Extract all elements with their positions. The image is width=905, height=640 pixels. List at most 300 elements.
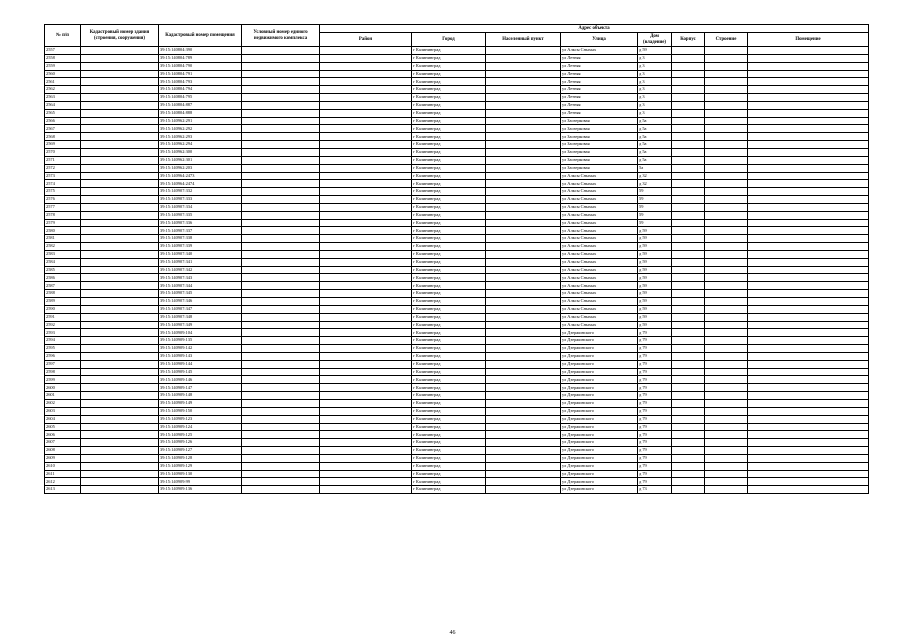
table-cell: г Калининград [412,431,486,439]
table-cell [320,94,412,102]
table-cell: ул Заозерковая [561,148,638,156]
table-cell [320,454,412,462]
table-cell [486,274,561,282]
table-cell: 39:15:140907:341 [159,258,242,266]
table-cell: ул Алксы Сныхых [561,203,638,211]
table-cell: ул Алксы Сныхых [561,305,638,313]
table-cell [486,470,561,478]
table-cell: 2558 [45,54,81,62]
table-cell [705,392,748,400]
table-cell [81,368,159,376]
table-row [45,258,869,266]
table-cell [81,117,159,125]
table-cell [672,250,705,258]
table-cell [672,70,705,78]
table-cell [242,447,320,455]
table-cell [242,368,320,376]
table-cell [748,62,869,70]
table-cell [242,250,320,258]
table-cell [672,62,705,70]
table-cell [748,431,869,439]
page-number: 46 [449,630,456,636]
table-cell [81,243,159,251]
table-cell [748,219,869,227]
table-cell [320,156,412,164]
table-cell [672,439,705,447]
table-cell: 2578 [45,211,81,219]
table-cell: ул Заозерковая [561,141,638,149]
table-cell [486,164,561,172]
table-cell [748,227,869,235]
table-cell [81,415,159,423]
table-cell [242,454,320,462]
table-cell [320,219,412,227]
table-cell [242,125,320,133]
table-cell: 39:15:140804:390 [159,47,242,55]
table-cell [320,392,412,400]
table-cell [705,219,748,227]
table-cell [320,376,412,384]
table-cell [672,164,705,172]
table-cell [242,266,320,274]
table-cell [81,282,159,290]
table-cell [81,109,159,117]
table-cell [486,54,561,62]
table-cell: ул Алксы Сныхых [561,211,638,219]
table-cell: 2557 [45,47,81,55]
table-cell [705,109,748,117]
table-cell [486,313,561,321]
table-cell: г Калининград [412,235,486,243]
table-cell: г Калининград [412,117,486,125]
table-cell [81,203,159,211]
table-row [45,211,869,219]
table-cell: 39:15:140909:129 [159,462,242,470]
table-cell [242,70,320,78]
table-cell [748,180,869,188]
table-cell: г Калининград [412,62,486,70]
table-cell: ул Дзержинского [561,376,638,384]
table-cell [486,266,561,274]
table-cell: 2601 [45,392,81,400]
table-cell [320,172,412,180]
table-cell [81,290,159,298]
table-cell [748,313,869,321]
table-cell: 39:15:140907:339 [159,243,242,251]
table-cell: 39:15:140907:342 [159,266,242,274]
table-cell [748,454,869,462]
table-cell [81,211,159,219]
table-row [45,219,869,227]
table-cell: д 59 [638,243,672,251]
table-cell: 39:15:140909:130 [159,470,242,478]
table-row [45,282,869,290]
table-cell [748,156,869,164]
table-cell [320,250,412,258]
table-cell [672,141,705,149]
table-cell: 2580 [45,227,81,235]
table-cell: 2570 [45,148,81,156]
table-cell [486,423,561,431]
table-cell [748,392,869,400]
table-row [45,172,869,180]
table-cell [81,62,159,70]
table-cell [486,117,561,125]
table-cell: г Калининград [412,352,486,360]
table-cell: 39:15:140909:146 [159,376,242,384]
table-cell: ул Дзержинского [561,431,638,439]
table-cell: 39:15:140804:790 [159,62,242,70]
table-cell: 2566 [45,117,81,125]
table-cell [748,203,869,211]
table-cell: 2603 [45,407,81,415]
table-cell [242,117,320,125]
table-cell: 2612 [45,478,81,486]
table-cell: д 59 [638,266,672,274]
table-cell [242,376,320,384]
table-cell [81,180,159,188]
table-cell [486,188,561,196]
table-cell: ул Дзержинского [561,399,638,407]
table-cell: д 3 [638,70,672,78]
table-cell [705,454,748,462]
table-cell: ул Дзержинского [561,392,638,400]
table-cell [242,345,320,353]
table-cell: 2572 [45,164,81,172]
table-cell [486,345,561,353]
table-cell [672,78,705,86]
table-row [45,227,869,235]
table-cell: г Калининград [412,70,486,78]
table-cell [705,188,748,196]
table-cell: г Калининград [412,486,486,494]
table-row [45,384,869,392]
table-cell [748,290,869,298]
table-cell [705,486,748,494]
table-cell: 2569 [45,141,81,149]
table-cell [242,352,320,360]
table-cell: 39:15:140907:347 [159,305,242,313]
table-cell: д 79 [638,368,672,376]
table-cell: 2596 [45,352,81,360]
table-cell: д 79 [638,454,672,462]
table-cell [705,148,748,156]
table-cell [705,117,748,125]
table-cell [242,94,320,102]
table-cell: 59 [638,211,672,219]
table-cell: г Калининград [412,439,486,447]
table-cell: г Калининград [412,47,486,55]
table-cell [705,431,748,439]
table-cell: г Калининград [412,109,486,117]
table-cell [320,313,412,321]
table-cell: ул Алксы Сныхых [561,290,638,298]
table-cell: 59 [638,219,672,227]
table-cell [672,243,705,251]
table-row [45,94,869,102]
table-cell [486,235,561,243]
table-cell: 2585 [45,266,81,274]
table-cell: 39:15:140909:123 [159,415,242,423]
table-cell [242,384,320,392]
table-cell [705,313,748,321]
table-cell [486,282,561,290]
table-cell: 39:15:140962:301 [159,156,242,164]
table-cell [242,203,320,211]
table-cell: д 3 [638,86,672,94]
table-cell: 39:15:140909:125 [159,431,242,439]
table-row [45,250,869,258]
header-complex-number: Условный номер единого недвижимого комплекса [242,25,320,47]
table-cell: 39:15:140962:293 [159,133,242,141]
table-cell: 2586 [45,274,81,282]
table-row [45,243,869,251]
table-cell [486,180,561,188]
table-cell [320,407,412,415]
table-cell [81,78,159,86]
table-cell [320,141,412,149]
table-cell [486,352,561,360]
table-cell: г Калининград [412,329,486,337]
table-cell: 39:15:140962:203 [159,164,242,172]
table-cell [748,243,869,251]
table-cell [705,266,748,274]
table-cell [486,86,561,94]
table-cell: ул Заозерковая [561,117,638,125]
header-settlement: Населенный пункт [486,33,561,47]
table-cell: ул Алксы Сныхых [561,282,638,290]
table-cell [320,266,412,274]
table-cell: ул Алксы Сныхых [561,258,638,266]
table-cell [320,109,412,117]
table-cell [486,62,561,70]
table-cell [320,47,412,55]
table-cell: г Калининград [412,148,486,156]
table-cell: г Калининград [412,164,486,172]
table-cell [748,368,869,376]
table-row [45,313,869,321]
table-cell [81,172,159,180]
table-cell [705,203,748,211]
table-cell [486,219,561,227]
table-cell: 39:15:140909:142 [159,345,242,353]
table-cell [486,462,561,470]
table-cell [320,305,412,313]
table-row [45,470,869,478]
table-cell: 2602 [45,399,81,407]
table-cell: д 79 [638,423,672,431]
table-cell [705,196,748,204]
table-cell [81,337,159,345]
table-cell [672,486,705,494]
table-cell [320,258,412,266]
table-cell [320,415,412,423]
table-cell [672,447,705,455]
table-cell [672,219,705,227]
table-row [45,203,869,211]
table-cell [748,266,869,274]
table-cell [320,439,412,447]
table-cell [672,352,705,360]
table-cell [320,478,412,486]
table-cell [705,156,748,164]
table-cell [672,384,705,392]
table-cell [672,298,705,306]
table-cell: ул Летняя [561,109,638,117]
table-cell: 39:15:140964:2474 [159,180,242,188]
table-row [45,117,869,125]
table-cell [672,101,705,109]
table-cell [486,203,561,211]
registry-table [44,24,869,494]
table-cell: г Калининград [412,86,486,94]
table-cell: г Калининград [412,337,486,345]
table-cell: д 5а [638,133,672,141]
table-row [45,423,869,431]
table-cell: 2597 [45,360,81,368]
table-cell [81,266,159,274]
table-cell: д 79 [638,399,672,407]
table-cell: д 79 [638,431,672,439]
table-cell [705,78,748,86]
table-cell: ул Летняя [561,54,638,62]
table-cell [81,227,159,235]
table-cell [672,454,705,462]
table-row [45,196,869,204]
table-cell [705,321,748,329]
table-cell: ул Летняя [561,86,638,94]
table-cell [486,368,561,376]
table-cell: ул Дзержинского [561,486,638,494]
table-cell [320,290,412,298]
table-cell: г Калининград [412,298,486,306]
table-cell [320,203,412,211]
table-cell: д 59 [638,274,672,282]
table-cell [705,274,748,282]
table-cell: г Калининград [412,101,486,109]
table-cell [705,447,748,455]
table-cell: 2604 [45,415,81,423]
table-cell: г Калининград [412,407,486,415]
table-cell [705,305,748,313]
table-cell: 39:15:140909:128 [159,454,242,462]
table-cell [672,180,705,188]
table-cell [81,431,159,439]
table-row [45,266,869,274]
table-row [45,156,869,164]
table-cell [486,141,561,149]
table-cell [705,345,748,353]
table-cell [81,250,159,258]
table-cell: 2599 [45,376,81,384]
table-cell: ул Дзержинского [561,337,638,345]
table-cell [242,196,320,204]
table-cell [242,470,320,478]
table-cell [81,196,159,204]
table-cell: ул Дзержинского [561,470,638,478]
table-cell [705,352,748,360]
table-cell: 2562 [45,86,81,94]
table-cell [748,321,869,329]
table-cell: д 5а [638,148,672,156]
table-cell: ул Дзержинского [561,447,638,455]
table-cell: 5а [638,164,672,172]
table-cell [81,313,159,321]
table-cell: г Калининград [412,243,486,251]
table-cell: 2613 [45,486,81,494]
table-cell: 39:15:140909:148 [159,392,242,400]
table-cell [705,54,748,62]
table-cell: 39:15:140804:887 [159,101,242,109]
table-cell: ул Алксы Сныхых [561,250,638,258]
table-cell [320,329,412,337]
table-cell: 39:15:140907:337 [159,227,242,235]
table-cell [748,305,869,313]
header-district: Район [320,33,412,47]
table-cell [81,258,159,266]
table-cell: 39:15:140907:335 [159,211,242,219]
table-cell [748,298,869,306]
table-cell: ул Дзержинского [561,360,638,368]
table-cell: 2588 [45,290,81,298]
table-cell [242,78,320,86]
table-cell [748,101,869,109]
table-cell [242,415,320,423]
table-cell: г Калининград [412,266,486,274]
table-cell: 2589 [45,298,81,306]
table-cell: г Калининград [412,399,486,407]
table-cell: д 79 [638,447,672,455]
table-cell [705,86,748,94]
table-cell [320,148,412,156]
table-cell: г Калининград [412,211,486,219]
table-cell: 2610 [45,462,81,470]
table-header [45,25,869,47]
table-cell: 2577 [45,203,81,211]
table-cell [748,141,869,149]
table-cell [672,415,705,423]
table-row [45,392,869,400]
table-cell: 59 [638,203,672,211]
table-cell [320,345,412,353]
header-address: Адрес объекта [320,25,869,33]
table-cell: г Калининград [412,313,486,321]
table-cell: г Калининград [412,78,486,86]
table-row [45,188,869,196]
table-cell [672,54,705,62]
table-cell [242,431,320,439]
table-cell: 2568 [45,133,81,141]
table-cell [672,109,705,117]
table-cell [705,329,748,337]
table-cell: ул Алксы Сныхых [561,235,638,243]
table-cell [705,133,748,141]
table-cell [672,125,705,133]
table-cell: ул Алксы Сныхых [561,313,638,321]
table-cell: г Калининград [412,219,486,227]
table-cell [242,462,320,470]
table-cell [242,290,320,298]
table-cell: г Калининград [412,250,486,258]
table-cell [486,78,561,86]
table-cell [81,141,159,149]
table-cell: г Калининград [412,321,486,329]
table-cell [705,478,748,486]
table-cell: д 79 [638,478,672,486]
table-cell [320,243,412,251]
table-cell [672,117,705,125]
table-cell: 39:15:140909:147 [159,384,242,392]
